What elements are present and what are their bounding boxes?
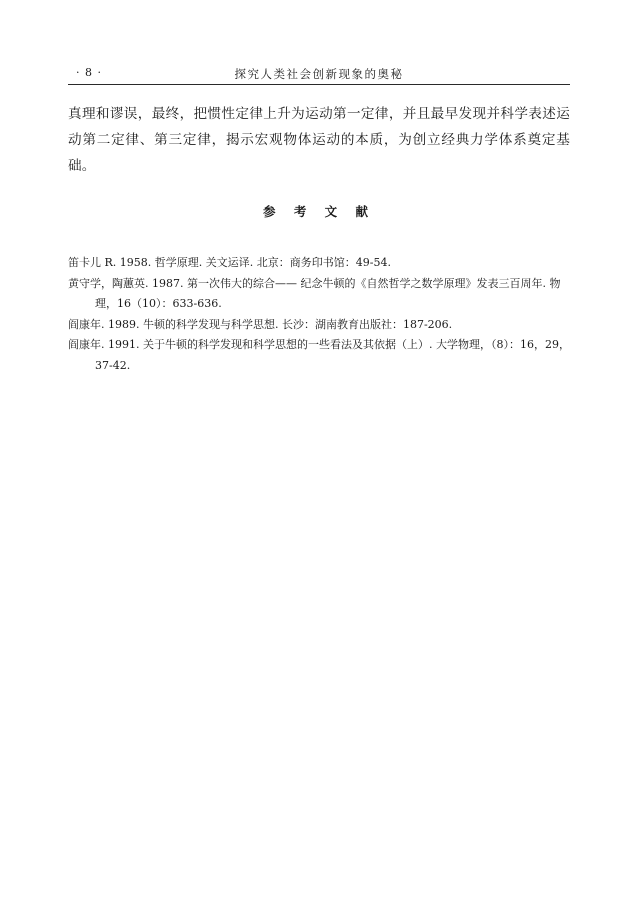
page-number: · 8 ·: [76, 66, 102, 79]
body-paragraph: 真理和谬误，最终，把惯性定律上升为运动第一定律，并且最早发现并科学表述运动第二定律、第三定律，揭示宏观物体运动的本质，为创立经典力学体系奠定基础。: [68, 106, 570, 174]
reference-list: [68, 253, 570, 376]
reference-item: 阎康年. 1989. 牛顿的科学发现与科学思想. 长沙：湖南教育出版社：187-206.: [68, 317, 453, 331]
reference-item: 阎康年. 1991. 关于牛顿的科学发现和科学思想的一些看法及其依据（上）. 大学物理，（8）：16，29，37-42.: [68, 338, 570, 372]
page-header: [68, 64, 570, 85]
running-title: 探究人类社会创新现象的奥秘: [234, 67, 404, 81]
reference-item: 黄守学，陶蕙英. 1987. 第一次伟大的综合—— 纪念牛顿的《自然哲学之数学原理》发表三百周年. 物理，16（10）：633-636.: [68, 276, 561, 310]
references-heading: 参 考 文 献: [262, 204, 376, 219]
reference-item: 笛卡儿 R. 1958. 哲学原理. 关文运译. 北京：商务印书馆：49-54.: [68, 256, 391, 269]
